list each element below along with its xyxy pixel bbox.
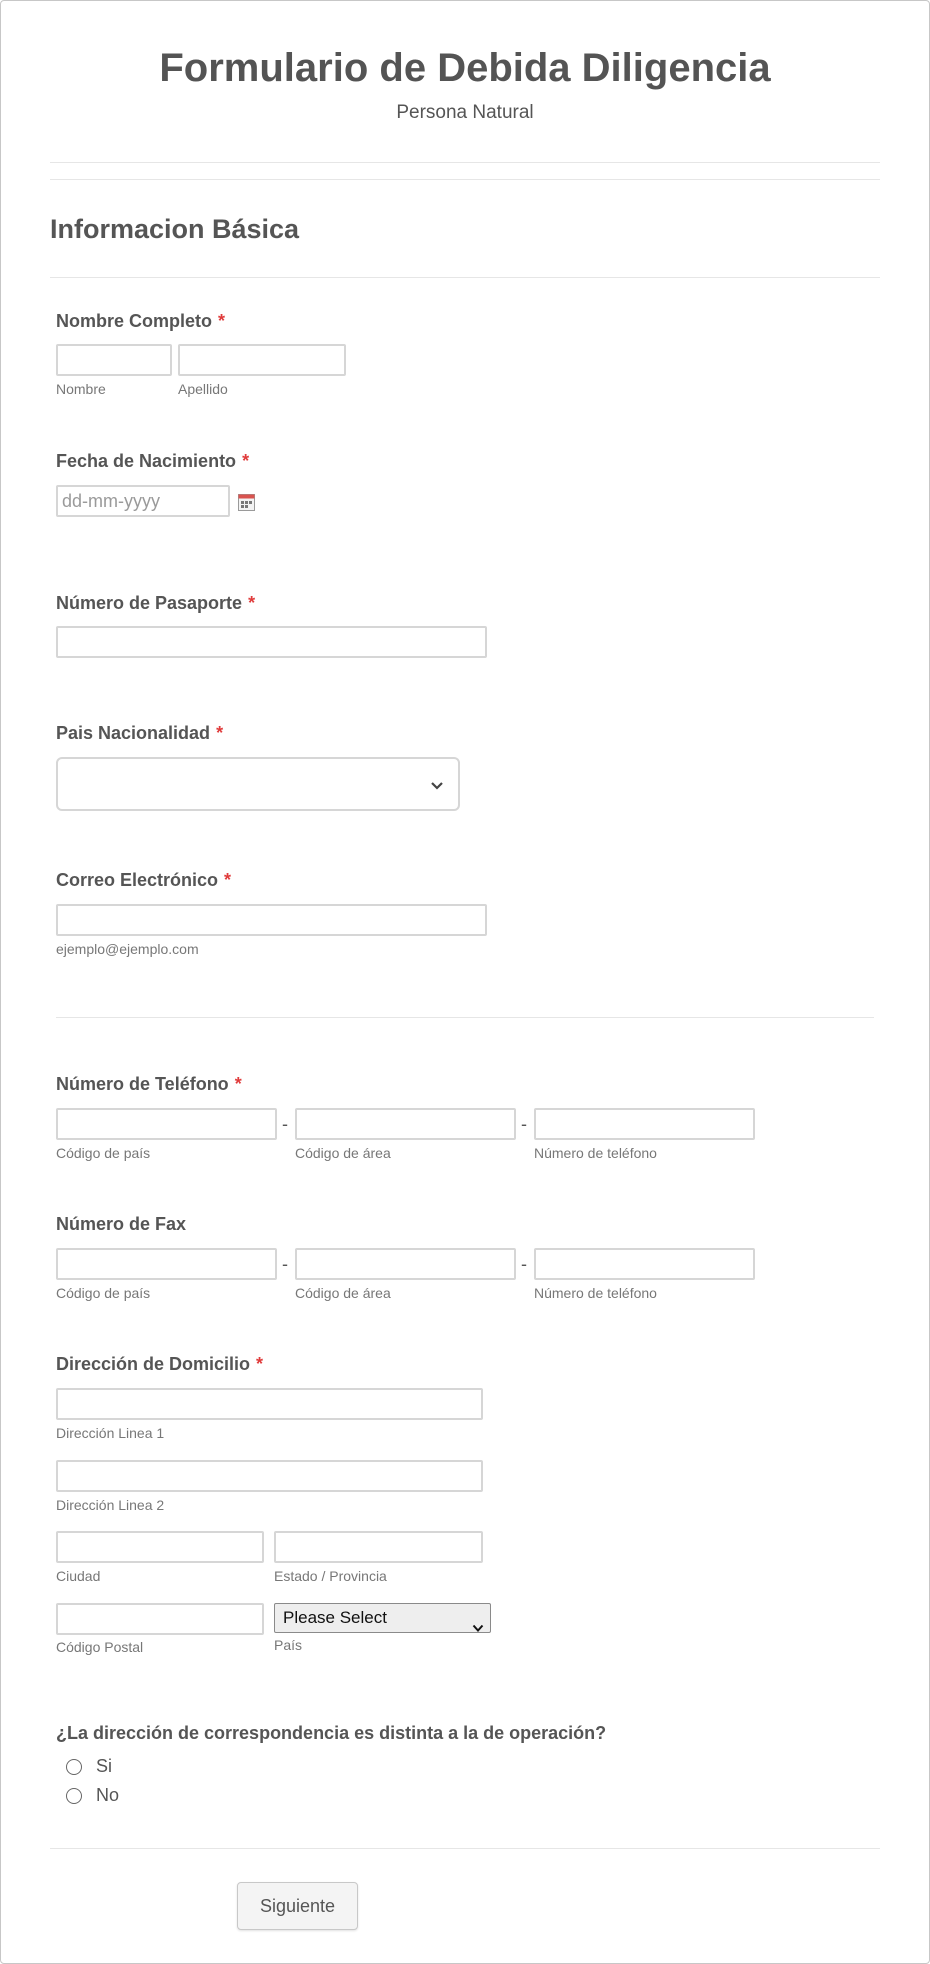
fax-separator: -: [521, 1254, 527, 1274]
email-input[interactable]: [56, 904, 487, 936]
required-mark: *: [224, 870, 232, 890]
required-mark: *: [256, 1354, 264, 1374]
phone-number-sublabel: Número de teléfono: [534, 1145, 657, 1161]
radio-no-label[interactable]: No: [96, 1785, 120, 1805]
address-line2-sublabel: Dirección Linea 2: [56, 1497, 165, 1513]
phone-separator: -: [282, 1114, 288, 1134]
radio-si[interactable]: [66, 1759, 82, 1775]
first-name-sublabel: Nombre: [56, 381, 106, 397]
form-title: Formulario de Debida Diligencia: [159, 46, 771, 90]
postal-code-input[interactable]: [56, 1603, 264, 1635]
state-sublabel: Estado / Provincia: [274, 1568, 387, 1584]
birth-date-placeholder: dd-mm-yyyy: [62, 491, 160, 511]
address-line1-input[interactable]: [56, 1388, 483, 1420]
fax-country-input[interactable]: [56, 1248, 277, 1280]
city-sublabel: Ciudad: [56, 1568, 101, 1584]
form-subtitle: Persona Natural: [396, 102, 534, 123]
full-name-label: Nombre Completo *: [56, 311, 226, 331]
phone-area-input[interactable]: [295, 1108, 516, 1140]
country-select-value: Please Select: [283, 1608, 387, 1627]
phone-country-sublabel: Código de país: [56, 1145, 151, 1161]
nationality-label: Pais Nacionalidad *: [56, 723, 224, 743]
radio-no[interactable]: [66, 1788, 82, 1804]
country-select[interactable]: [274, 1603, 491, 1633]
address-label: Dirección de Domicilio *: [56, 1354, 264, 1374]
city-input[interactable]: [56, 1531, 264, 1563]
divider: [56, 1017, 874, 1018]
address-line1-sublabel: Dirección Linea 1: [56, 1425, 165, 1441]
fax-number-input[interactable]: [534, 1248, 755, 1280]
fax-country-sublabel: Código de país: [56, 1285, 151, 1301]
chevron-down-icon: [430, 778, 444, 788]
country-sublabel: País: [274, 1637, 303, 1653]
address-line2-input[interactable]: [56, 1460, 483, 1492]
nationality-select[interactable]: [56, 757, 460, 811]
first-name-input[interactable]: [56, 344, 172, 376]
birth-date-input[interactable]: [56, 485, 230, 517]
postal-code-sublabel: Código Postal: [56, 1639, 144, 1655]
fax-area-sublabel: Código de área: [295, 1285, 391, 1301]
calendar-icon[interactable]: [238, 494, 255, 511]
divider: [50, 277, 880, 278]
fax-number-sublabel: Número de teléfono: [534, 1285, 657, 1301]
fax-separator: -: [282, 1254, 288, 1274]
passport-input[interactable]: [56, 626, 487, 658]
birth-date-label: Fecha de Nacimiento *: [56, 451, 250, 471]
mailing-question-label: ¿La dirección de correspondencia es distinta a la de operación?: [56, 1723, 607, 1743]
required-mark: *: [216, 723, 224, 743]
radio-si-label[interactable]: Si: [96, 1756, 113, 1776]
chevron-down-icon: [472, 1614, 484, 1623]
email-label: Correo Electrónico *: [56, 870, 232, 890]
required-mark: *: [234, 1074, 242, 1094]
state-input[interactable]: [274, 1531, 483, 1563]
phone-label: Número de Teléfono *: [56, 1074, 242, 1094]
email-sublabel: ejemplo@ejemplo.com: [56, 941, 199, 957]
phone-number-input[interactable]: [534, 1108, 755, 1140]
required-mark: *: [242, 451, 250, 471]
fax-label: Número de Fax: [56, 1214, 187, 1234]
required-mark: *: [248, 593, 256, 613]
section-title: Informacion Básica: [50, 214, 300, 244]
phone-area-sublabel: Código de área: [295, 1145, 391, 1161]
last-name-sublabel: Apellido: [178, 381, 228, 397]
fax-area-input[interactable]: [295, 1248, 516, 1280]
last-name-input[interactable]: [178, 344, 346, 376]
next-button[interactable]: Siguiente: [237, 1882, 358, 1930]
divider: [50, 179, 880, 180]
phone-separator: -: [521, 1114, 527, 1134]
required-mark: *: [218, 311, 226, 331]
phone-country-input[interactable]: [56, 1108, 277, 1140]
passport-label: Número de Pasaporte *: [56, 593, 256, 613]
divider: [50, 162, 880, 163]
divider: [50, 1848, 880, 1849]
